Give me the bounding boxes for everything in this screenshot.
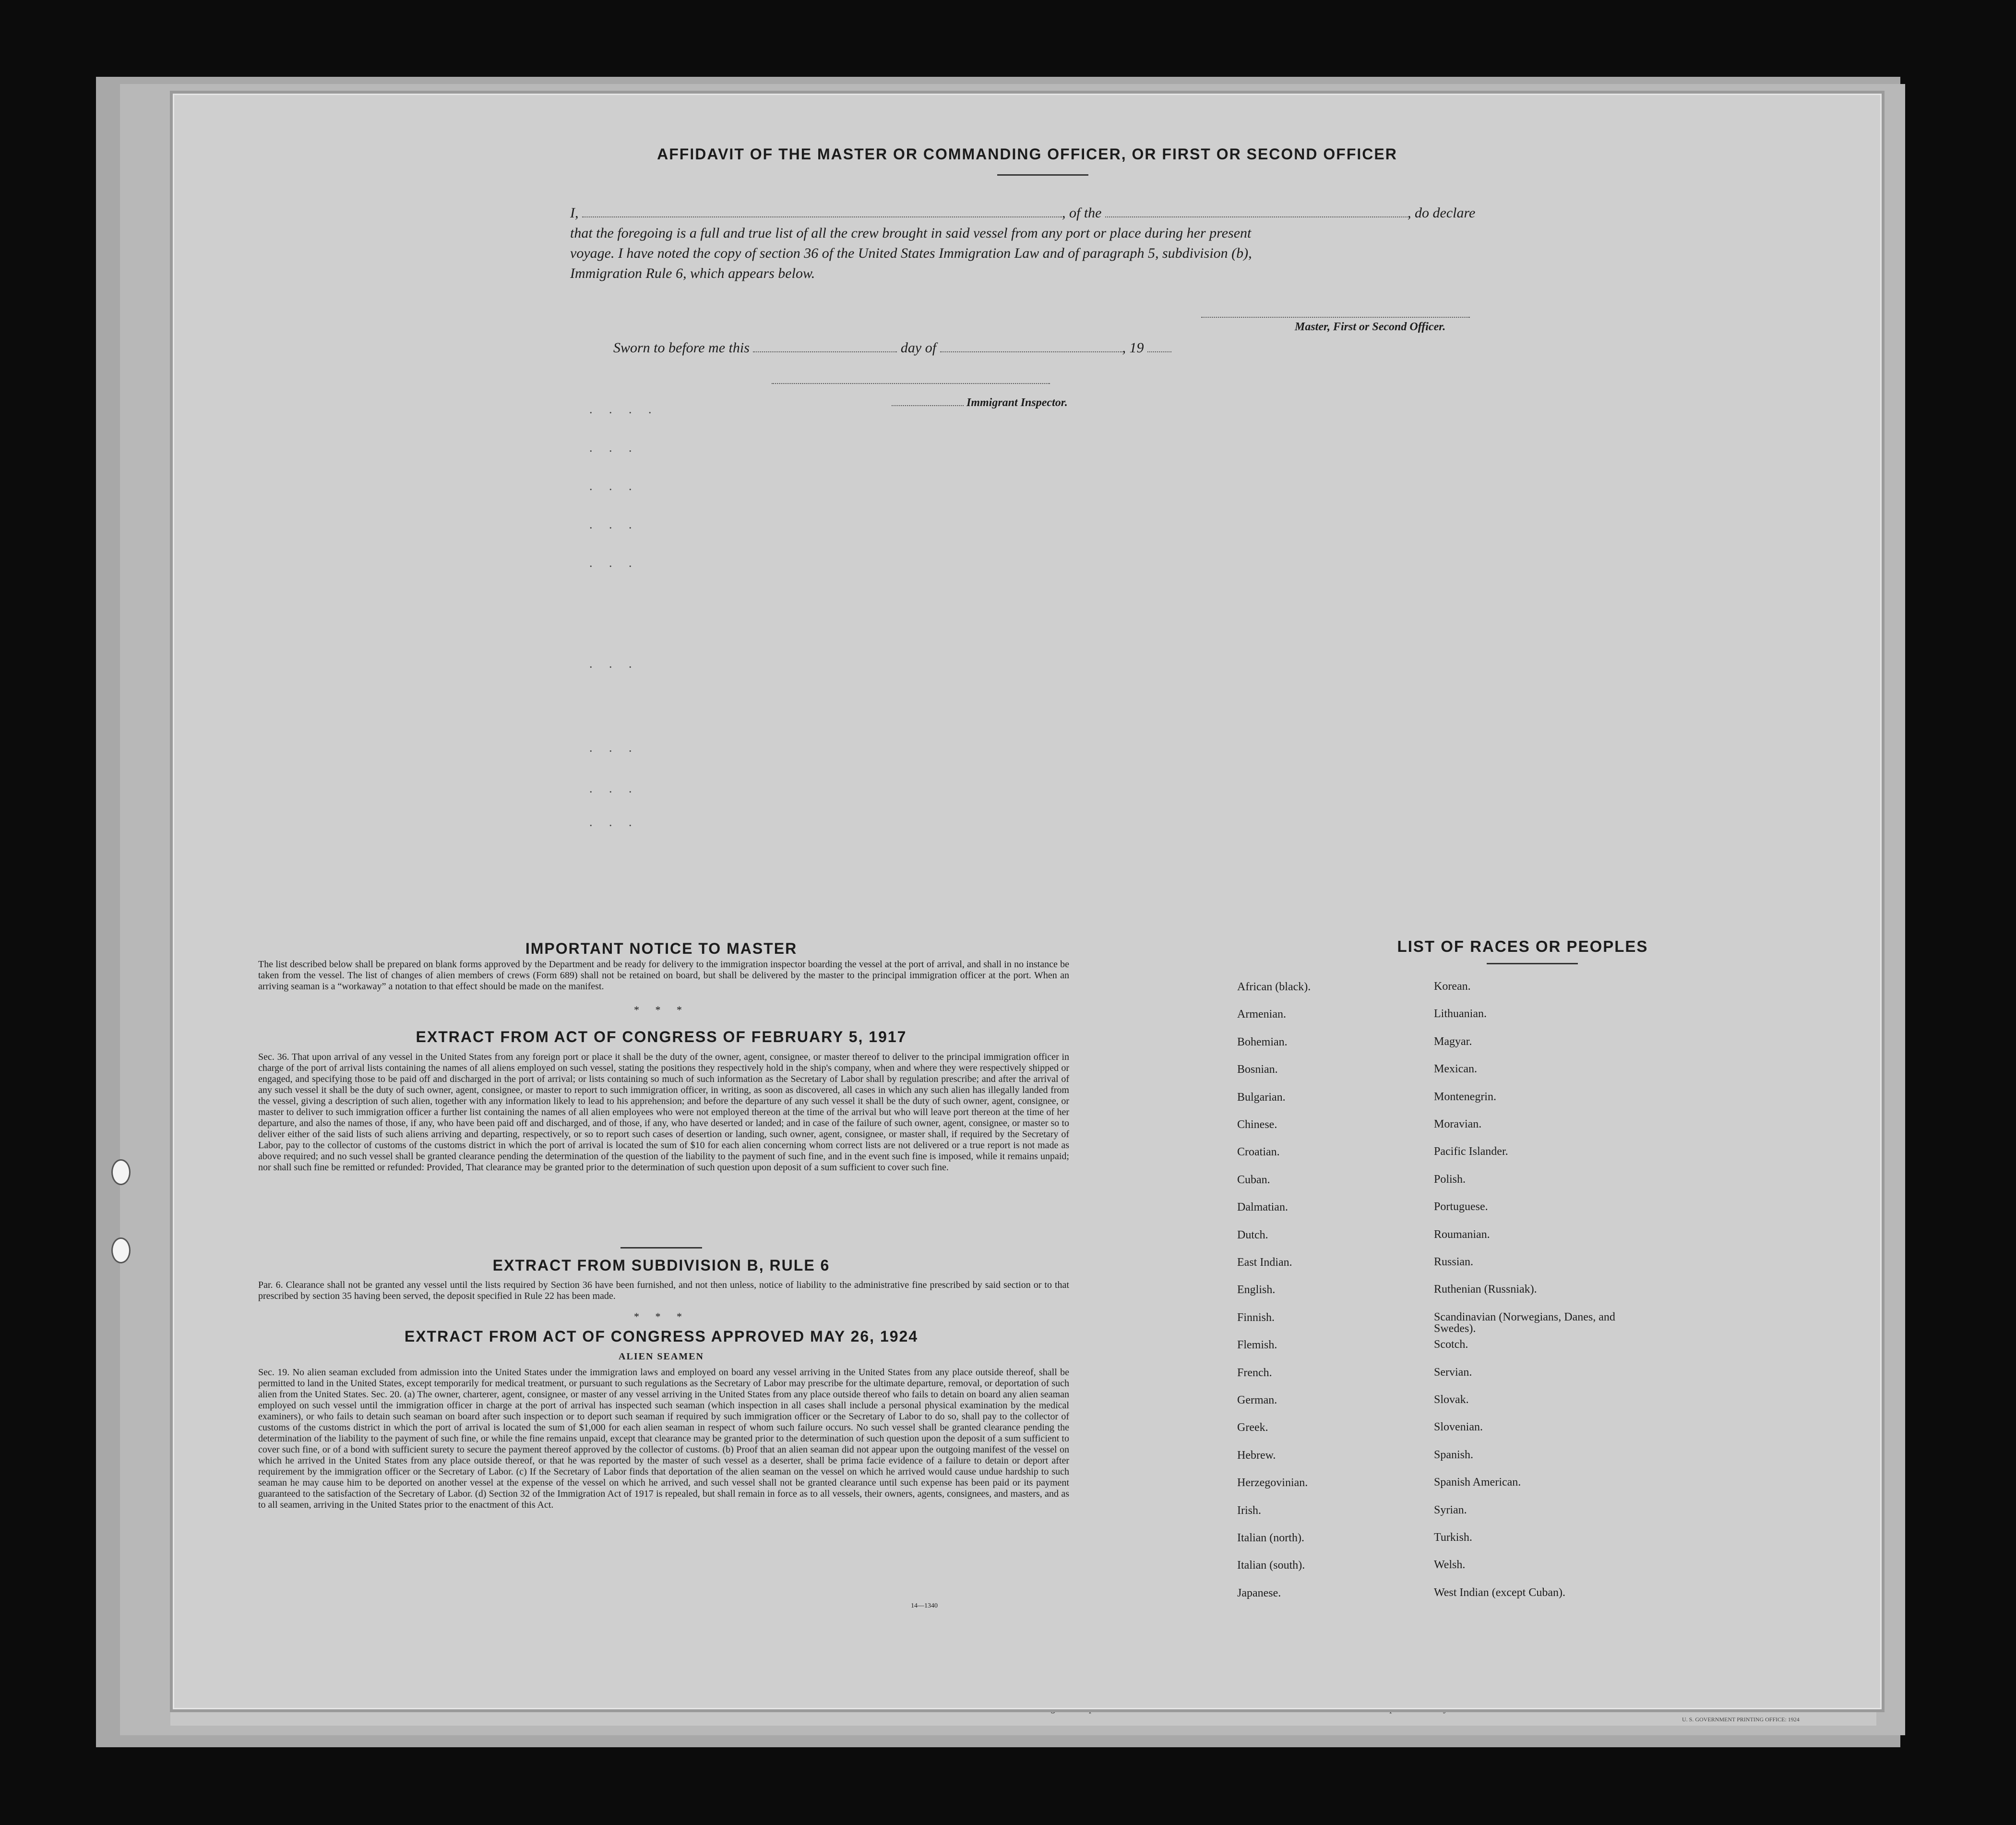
race-item: English.	[1237, 1284, 1276, 1296]
extract-1917-text: Sec. 36. That upon arrival of any vessel in the United States from any foreign port or place it shall be the duty of the owner, agent, consignee, or master thereof to deliver to the principal immigration officer in charge of the port of arrival lists containing the names of all aliens employed on such vessel, stating the positions they respectively hold in the ship's company, when and where they were respectively shipped or engaged, and specifying those to be paid off and discharged in the port of arrival; or lists containing so much of such information as the Secretary of Labor shall by regulation prescribe; and after the arrival of any such vessel it shall be the duty of such owner, agent, consignee, or master to report to such immigration officer, in writing, as soon as discovered, all cases in which any such alien has illegally landed from the vessel, giving a description of such alien, together with any information likely to lead to his apprehension; and before the departure of any such vessel it shall be the duty of such owner, agent, consignee, or master to deliver to such immigration officer a further list containing the names of all alien employees who were not employed thereon at the time of the arrival but who will leave port thereon at the time of her departure, and also the names of those, if any, who have been paid off and discharged, and of those, if any, who have deserted or landed; and in case of the failure of such owner, agent, consignee, or master so to deliver either of the said lists of such aliens arriving and departing, respectively, or so to report such cases of desertion or landing, such owner, agent, consignee, or master shall, if required by the Secretary of Labor, pay to the collector of customs of the customs district in which the port of arrival is located the sum of $10 for each alien concerning whom correct lists are not delivered or a true report is not made as above required; and no such vessel shall be granted clearance pending the determination of the question of the liability to the payment of such fine, and in the event such fine is imposed, while it remains unpaid; nor shall such fine be remitted or refunded: Provided, That clearance may be granted prior to the determination of such question upon deposit of a sum sufficient to cover such fine.	[258, 1052, 1069, 1173]
manifest-back-sheet	[173, 94, 1882, 1709]
affidavit-declare: , do declare	[1408, 205, 1476, 221]
inspector-label	[892, 396, 1068, 409]
show-through-dots-8: . . .	[589, 781, 639, 795]
notice-stars: * * *	[634, 1004, 689, 1016]
race-item: Japanese.	[1237, 1587, 1281, 1599]
extract-1917-title: EXTRACT FROM ACT OF CONGRESS OF FEBRUARY 5, 1917	[416, 1028, 907, 1045]
race-item: Ruthenian (Russniak).	[1434, 1283, 1537, 1296]
race-item: French.	[1237, 1367, 1272, 1379]
underpage-gpo: U. S. GOVERNMENT PRINTING OFFICE: 1924	[1682, 1716, 1800, 1723]
race-item: East Indian.	[1237, 1256, 1292, 1269]
races-title-rule	[1487, 963, 1578, 964]
race-item: Lithuanian.	[1434, 1008, 1487, 1020]
race-item: Cuban.	[1237, 1174, 1270, 1186]
affidavit-line-3: voyage. I have noted the copy of section 36 of the United States Immigration Law and of paragraph 5, subdivision (b),	[570, 245, 1252, 261]
show-through-dots-5: . . .	[589, 556, 639, 570]
race-item: Welsh.	[1434, 1559, 1466, 1571]
affidavit-of-the: , of the	[1062, 205, 1102, 221]
extract-1924-title: EXTRACT FROM ACT OF CONGRESS APPROVED MAY 26, 1924	[404, 1328, 919, 1345]
affidavit-title: AFFIDAVIT OF THE MASTER OR COMMANDING OFFICER, OR FIRST OR SECOND OFFICER	[657, 145, 1397, 163]
punch-hole-left-2	[111, 1237, 131, 1263]
race-item: Finnish.	[1237, 1311, 1275, 1324]
affidavit-line-4: Immigration Rule 6, which appears below.	[570, 265, 815, 281]
race-item: Mexican.	[1434, 1063, 1477, 1075]
race-item: Croatian.	[1237, 1146, 1280, 1158]
extract-1917-rule	[620, 1247, 702, 1249]
show-through-dots-7: . . .	[589, 741, 639, 755]
sworn-prefix: Sworn to before me this	[613, 340, 750, 356]
race-item: African (black).	[1237, 981, 1311, 993]
race-item: Italian (south).	[1237, 1559, 1305, 1572]
punch-hole-left-1	[111, 1159, 131, 1185]
extract-rule6-stars: * * *	[634, 1310, 689, 1322]
show-through-dots-4: . . .	[589, 517, 639, 531]
master-name-blank[interactable]	[582, 216, 1062, 217]
race-item: Bosnian.	[1237, 1063, 1278, 1076]
race-item: Dalmatian.	[1237, 1201, 1288, 1213]
sworn-month-blank[interactable]	[940, 351, 1122, 352]
race-item: German.	[1237, 1394, 1277, 1406]
affidavit-line-1	[570, 203, 1688, 223]
sworn-line	[613, 340, 1171, 356]
form-number: 14—1340	[911, 1602, 938, 1609]
sworn-year: , 19	[1122, 340, 1144, 356]
extract-1924-text: Sec. 19. No alien seaman excluded from admission into the United States under the immigration laws and employed on board any vessel arriving in the United States from any place outside thereof, shall be permitted to land in the United States, except temporarily for medical treatment, or pursuant to such regulations as the Secretary of Labor may prescribe for the ultimate departure, removal, or deportation of such alien from the United States. Sec. 20. (a) The owner, charterer, agent, consignee, or master of any vessel arriving in the United States from any place outside thereof who fails to detain on board any alien seaman employed on such vessel until the immigration officer in charge at the port of arrival has inspected such seaman (which inspection in all cases shall include a personal physical examination by the medical examiners), or who fails to detain such seaman on board after such inspection or to deport such seaman if required by such immigration officer or the Secretary of Labor to do so, shall pay to the collector of customs of the customs district in which the port of arrival is located the sum of $1,000 for each alien seaman in respect of whom such failure occurs. No such vessel shall be granted clearance pending the determination of the liability to the payment of such fine, or while the fine remains unpaid, except that clearance may be granted prior to the determination of such question upon the deposit of a sum sufficient to cover such fine, or of a bond with sufficient surety to secure the payment thereof approved by the collector of customs. (b) Proof that an alien seaman did not appear upon the outgoing manifest of the vessel on which he arrived in the United States from any place outside thereof, or that he was reported by the master of such vessel as a deserter, shall be prima facie evidence of a failure to detain or deport after requirement by the immigration officer or the Secretary of Labor. (c) If the Secretary of Labor finds that deportation of the alien seaman on the vessel on which he arrived would cause undue hardship to such seaman he may cause him to be deported on another vessel at the expense of the vessel on which he arrived, and such vessel shall not be granted clearance until such expense has been paid or its payment guaranteed to the satisfaction of the Secretary of Labor. (d) Section 32 of the Immigration Act of 1917 is repealed, but shall remain in force as to all vessels, their owners, agents, consignees, and masters, and as to all seamen, arriving in the United States prior to the enactment of this Act.	[258, 1367, 1069, 1510]
race-item: Moravian.	[1434, 1118, 1482, 1130]
race-item: Spanish American.	[1434, 1476, 1521, 1489]
race-item: West Indian (except Cuban).	[1434, 1586, 1565, 1599]
race-item: Scotch.	[1434, 1338, 1468, 1351]
race-item: Italian (north).	[1237, 1532, 1304, 1544]
race-item: Polish.	[1434, 1173, 1466, 1186]
race-item: Herzegovinian.	[1237, 1477, 1308, 1489]
race-item: Hebrew.	[1237, 1449, 1276, 1462]
extract-rule6-text: Par. 6. Clearance shall not be granted any vessel until the lists required by Section 36 have been furnished, and not then unless, notice of liability to the administrative fine prescribed by said section or to that prescribed by section 35 having been served, the deposit specified in Rule 22 has been made.	[258, 1280, 1069, 1301]
race-item: Bohemian.	[1237, 1036, 1288, 1048]
race-item: Scandinavian (Norwegians, Danes, and Swedes).	[1434, 1311, 1615, 1335]
race-item: Syrian.	[1434, 1504, 1467, 1516]
affidavit-line-2: that the foregoing is a full and true list of all the crew brought in said vessel from any port or place during her present	[570, 225, 1252, 241]
show-through-dots-3: . . .	[589, 479, 639, 493]
race-item: Spanish.	[1434, 1449, 1474, 1461]
race-item: Russian.	[1434, 1256, 1474, 1268]
race-item: Chinese.	[1237, 1118, 1277, 1131]
show-through-dots-2: . . .	[589, 441, 639, 455]
inspector-signature-line[interactable]	[772, 383, 1050, 384]
extract-rule6-title: EXTRACT FROM SUBDIVISION B, RULE 6	[492, 1257, 830, 1274]
sworn-year-blank[interactable]	[1147, 351, 1171, 352]
race-item: Magyar.	[1434, 1035, 1472, 1048]
race-item: Irish.	[1237, 1504, 1261, 1517]
vessel-name-blank[interactable]	[1105, 216, 1408, 217]
race-item: Flemish.	[1237, 1339, 1277, 1351]
race-item: Dutch.	[1237, 1229, 1268, 1241]
inspector-label-text: Immigrant Inspector.	[966, 396, 1068, 409]
races-title: LIST OF RACES OR PEOPLES	[1397, 937, 1648, 955]
race-item: Portuguese.	[1434, 1201, 1488, 1213]
race-item: Montenegrin.	[1434, 1091, 1496, 1103]
race-item: Servian.	[1434, 1366, 1472, 1379]
race-item: Armenian.	[1237, 1008, 1286, 1021]
inspector-label-leader	[892, 405, 964, 406]
show-through-dots-9: . . .	[589, 815, 639, 829]
race-item: Roumanian.	[1434, 1228, 1490, 1241]
race-item: Turkish.	[1434, 1531, 1472, 1544]
race-item: Pacific Islander.	[1434, 1145, 1508, 1158]
notice-text: The list described below shall be prepared on blank forms approved by the Department and be ready for delivery to the immigration inspector boarding the vessel at the port of arrival, and shall in no instance be taken from the vessel. The list of changes of alien members of crews (Form 689) shall not be retained on board, but shall be delivered by the master to the principal immigration officer at the port. When an arriving seaman is a “workaway” a notation to that effect should be made on the manifest.	[258, 959, 1069, 992]
race-item: Korean.	[1434, 980, 1471, 993]
extract-1924-subtitle: ALIEN SEAMEN	[619, 1351, 704, 1362]
master-signature-line[interactable]	[1201, 317, 1470, 318]
show-through-dots-1: . . . .	[589, 402, 658, 416]
race-item: Greek.	[1237, 1421, 1268, 1434]
sworn-date-blank[interactable]	[753, 351, 897, 352]
race-item: Slovak.	[1434, 1393, 1469, 1406]
sworn-day-of: day of	[900, 340, 937, 356]
affidavit-body	[570, 203, 1688, 284]
master-signature-label: Master, First or Second Officer.	[1295, 321, 1446, 333]
affidavit-title-rule	[997, 174, 1088, 176]
affidavit-i: I,	[570, 205, 579, 221]
race-item: Slovenian.	[1434, 1421, 1483, 1433]
notice-title: IMPORTANT NOTICE TO MASTER	[525, 940, 798, 957]
race-item: Bulgarian.	[1237, 1091, 1286, 1104]
show-through-dots-6: . . .	[589, 657, 639, 671]
